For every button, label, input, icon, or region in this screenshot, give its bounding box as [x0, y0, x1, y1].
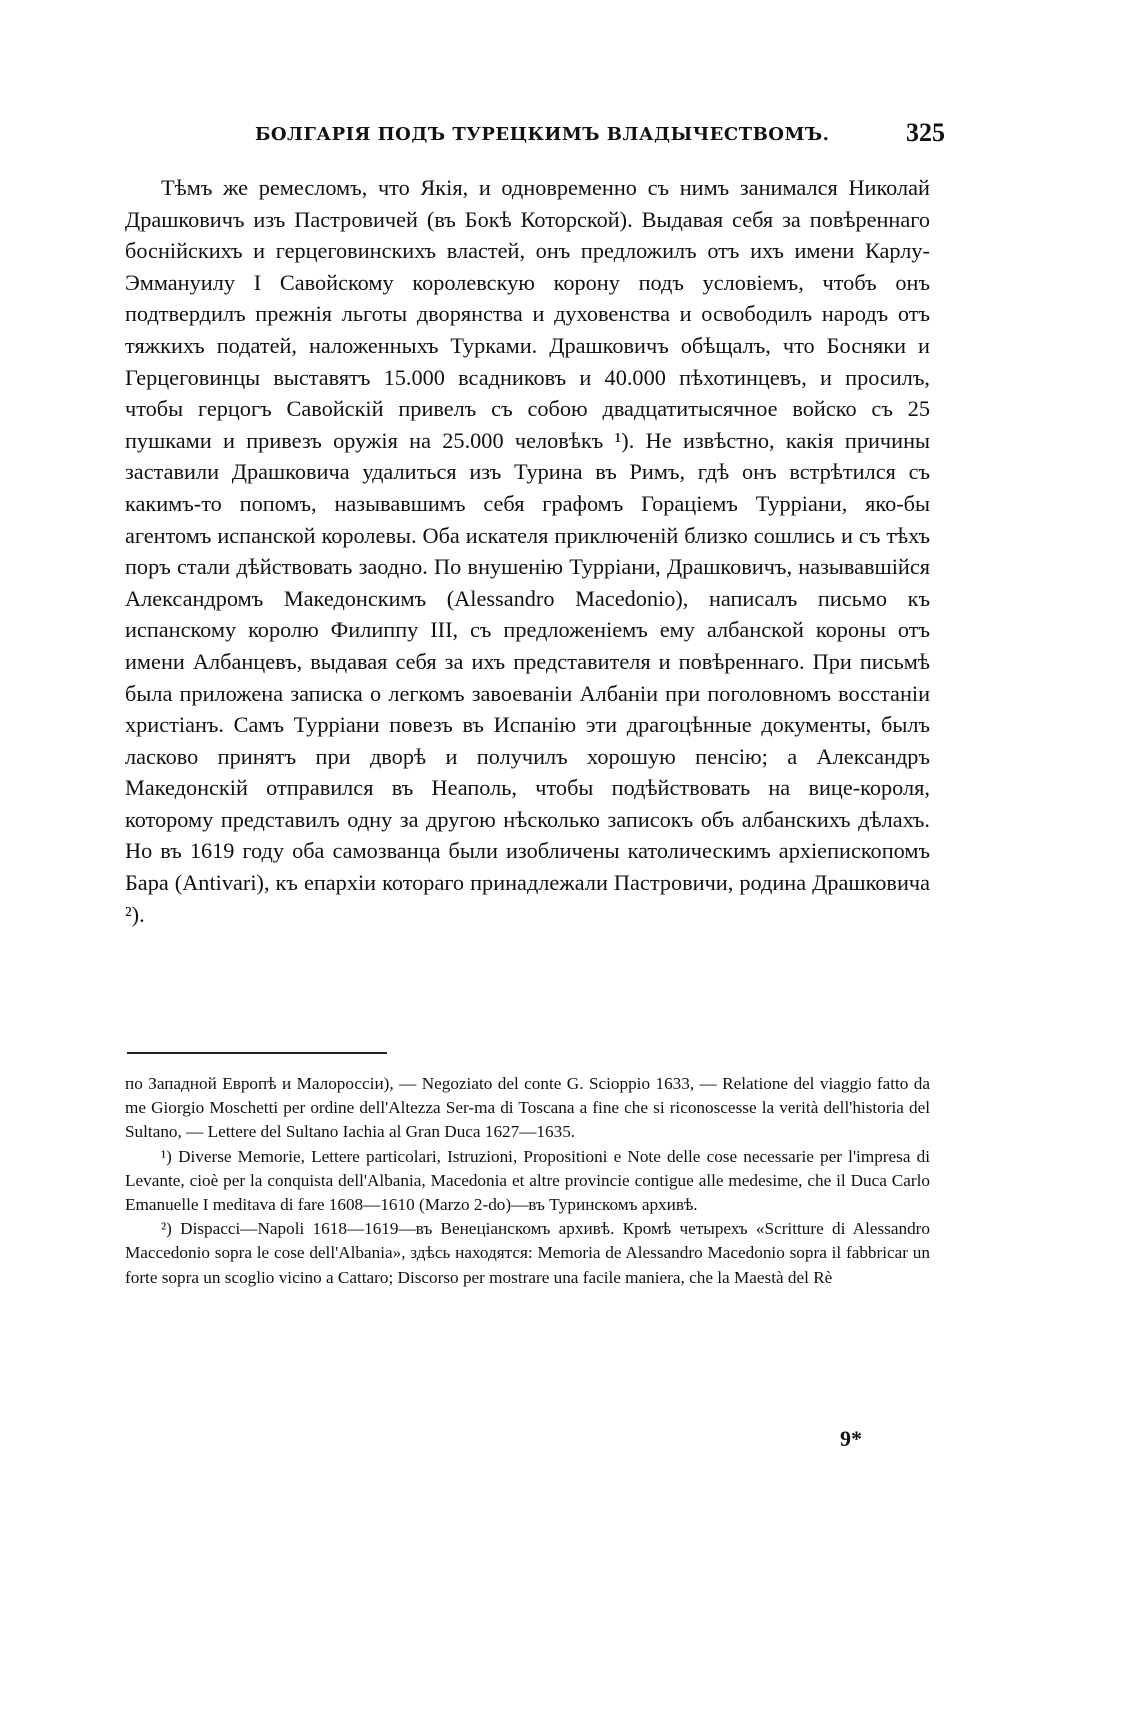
- page-header: [255, 118, 945, 158]
- footnote-1-text: Diverse Memorie, Lettere particolari, Istruzioni, Propositioni e Note delle cose necessarie per l'impresa di Levante, cioè per la conquista dell'Albania, Macedonia et altre provincie contigue alle medesime, che il Duca Carlo Emanuelle I meditava di fare 1608—1610 (Marzo 2-do)—въ Туринскомъ архивѣ.: [125, 1146, 930, 1215]
- footnote-2: [125, 1217, 930, 1290]
- footnote-1-mark: ¹): [161, 1146, 172, 1166]
- footnotes: [125, 1072, 930, 1290]
- signature-mark: 9*: [840, 1426, 862, 1451]
- running-head: БОЛГАРІЯ ПОДЪ ТУРЕЦКИМЪ ВЛАДЫЧЕСТВОМЪ.: [255, 124, 830, 145]
- footnote-2-text: Dispacci—Napoli 1618—1619—въ Венеціанскомъ архивѣ. Кромѣ четырехъ «Scritture di Alessandro Maccedonio sopra le cose dell'Albania», здѣсь находятся: Memoria de Alessandro Macedonio sopra il fabbricar un forte sopra un scoglio vicino a Cattaro; Discorso per mostrare una facile maniera, che la Maestà del Rè: [125, 1219, 931, 1287]
- footnote-divider: [127, 1052, 387, 1054]
- page-number: 325: [906, 118, 945, 147]
- footnote-continuation: по Западной Европѣ и Малороссіи), — Negoziato del conte G. Scioppio 1633, — Relatione del viaggio fatto da me Giorgio Moschetti per ordine dell'Altezza Ser-ma di Toscana a fine che si riconoscesse la verità dell'historia del Sultano, — Lettere del Sultano Iachia al Gran Duca 1627—1635.: [125, 1074, 930, 1142]
- footnote-1: [125, 1145, 930, 1218]
- footnote-2-mark: ²): [161, 1219, 172, 1239]
- main-paragraph: Тѣмъ же ремесломъ, что Якія, и одновременно съ нимъ занимался Николай Драшковичъ изъ Пастровичей (въ Бокѣ Которской). Выдавая себя за повѣреннаго боснійскихъ и герцеговинскихъ властей, онъ предложилъ отъ ихъ имени Карлу-Эммануилу I Савойскому королевскую корону подъ условіемъ, чтобъ онъ подтвердилъ прежнія льготы дворянства и духовенства и освободилъ народъ отъ тяжкихъ податей, наложенныхъ Турками. Драшковичъ обѣщалъ, что Босняки и Герцеговинцы выставятъ 15.000 всадниковъ и 40.000 пѣхотинцевъ, и просилъ, чтобы герцогъ Савойскій привелъ съ собою двадцатитысячное войско съ 25 пушками и привезъ оружія на 25.000 человѣкъ ¹). Не извѣстно, какія причины заставили Драшковича удалиться изъ Турина въ Римъ, гдѣ онъ встрѣтился съ какимъ-то попомъ, называвшимъ себя графомъ Гораціемъ Турріани, яко-бы агентомъ испанской королевы. Оба искателя приключеній близко сошлись и съ тѣхъ поръ стали дѣйствовать заодно. По внушенію Турріани, Драшковичъ, называвшійся Александромъ Македонскимъ (Alessandro Macedonio), написалъ письмо къ испанскому королю Филиппу III, съ предложеніемъ ему албанской короны отъ имени Албанцевъ, выдавая себя за ихъ представителя и повѣреннаго. При письмѣ была приложена записка о легкомъ завоеваніи Албаніи при поголовномъ восстаніи христіанъ. Самъ Турріани повезъ въ Испанію эти драгоцѣнные документы, былъ ласково принятъ при дворѣ и получилъ хорошую пенсію; а Александръ Македонскій отправился въ Неаполь, чтобы подѣйствовать на вице-короля, которому представилъ одну за другою нѣсколько записокъ объ албанскихъ дѣлахъ. Но въ 1619 году оба самозванца были изобличены католическимъ архіепископомъ Бара (Antivari), къ епархіи котораго принадлежали Пастровичи, родина Драшковича ²).: [125, 175, 930, 927]
